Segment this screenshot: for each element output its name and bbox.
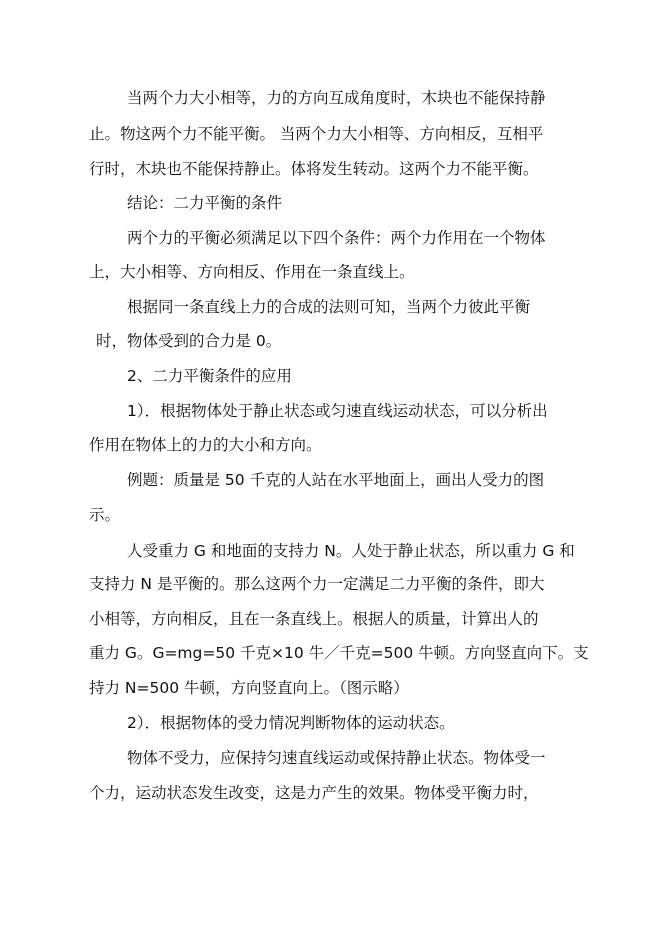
text-line: 示。 [89,506,121,524]
text-line: 时，物体受到的合力是 0。 [96,332,282,350]
text-line: 两个力的平衡必须满足以下四个条件：两个力作用在一个物体 [127,229,546,247]
text-line: 上，大小相等、方向相反、作用在一条直线上。 [89,263,415,281]
text-line: 止。物这两个力不能平衡。 当两个力大小相等、方向相反，互相平 [89,125,544,143]
text-line: 小相等，方向相反，且在一条直线上。根据人的质量，计算出人的 [89,610,539,628]
text-line: 个力，运动状态发生改变，这是力产生的效果。物体受平衡力时， [89,784,539,802]
text-line: 根据同一条直线上力的合成的法则可知，当两个力彼此平衡 [127,298,531,316]
text-line: 人受重力 G 和地面的支持力 N。人处于静止状态，所以重力 G 和 [127,542,575,560]
text-line: 行时，木块也不能保持静止。体将发生转动。这两个力不能平衡。 [89,160,539,178]
text-line: 作用在物体上的力的大小和方向。 [89,436,322,454]
text-line: 持力 N=500 牛顿，方向竖直向上。（图示略） [89,679,409,697]
text-line: 支持力 N 是平衡的。那么这两个力一定满足二力平衡的条件，即大 [89,575,545,593]
text-line: 物体不受力，应保持匀速直线运动或保持静止状态。物体受一 [127,749,546,767]
section-heading: 2、二力平衡条件的应用 [127,367,292,385]
text-line: 1）．根据物体处于静止状态或匀速直线运动状态，可以分析出 [127,402,548,420]
text-line: 重力 G。G=mg=50 千克×10 牛／千克=500 牛顿。方向竖直向下。支 [89,644,589,662]
text-line: 例题：质量是 50 千克的人站在水平地面上，画出人受力的图 [127,471,545,489]
section-heading: 结论：二力平衡的条件 [127,194,283,212]
text-line: 2）．根据物体的受力情况判断物体的运动状态。 [127,714,455,732]
text-line: 当两个力大小相等，力的方向互成角度时，木块也不能保持静 [127,89,546,107]
